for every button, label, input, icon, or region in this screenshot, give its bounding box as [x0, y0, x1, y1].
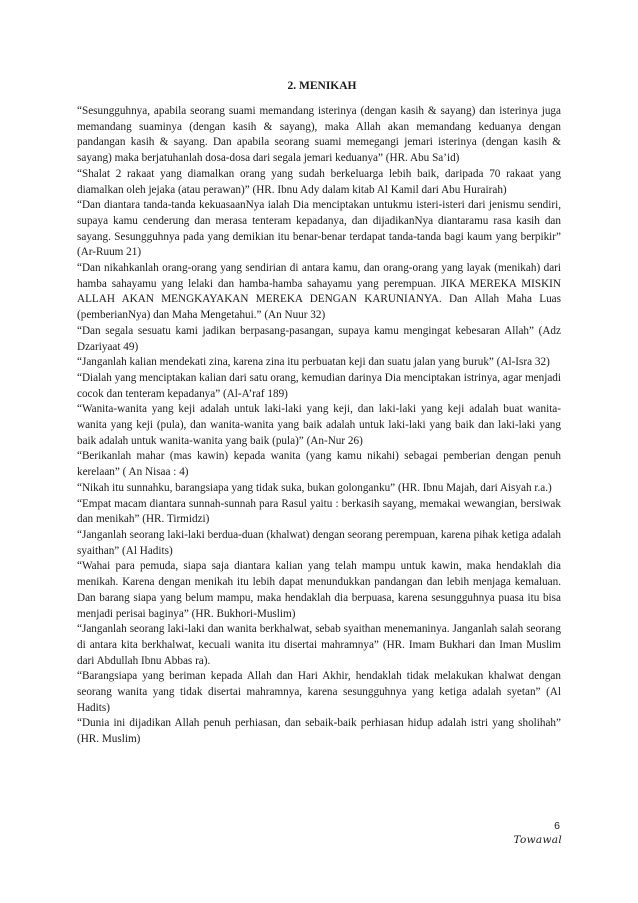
document-page: [77, 79, 561, 748]
quote-paragraph: “Barangsiapa yang beriman kepada Allah dan Hari Akhir, hendaklah tidak melakukan khalwat dengan seorang wanita yang tidak disertai mahramnya, karena sesungguhnya yang ketiga adalah syetan” (Al Hadits): [77, 670, 561, 714]
author-signature: Towawal: [513, 834, 562, 846]
quote-paragraph: “Dan segala sesuatu kami jadikan berpasang-pasangan, supaya kamu mengingat kebesaran Allah” (Adz Dzariyaat 49): [77, 324, 561, 353]
quote-list: [77, 104, 561, 748]
page-number: 6: [554, 820, 560, 832]
quote-paragraph: “Dan nikahkanlah orang-orang yang sendirian di antara kamu, dan orang-orang yang layak (menikah) dari hamba sahayamu yang lelaki dan hamba-hamba sahayamu yang perempuan. JIKA MEREKA MISKIN ALLAH AKAN MENGKAYAKAN MEREKA DENGAN KARUNIANYA. Dan Allah Maha Luas (pemberianNya) dan Maha Mengetahui.” (An Nuur 32): [77, 262, 561, 322]
quote-paragraph: “Empat macam diantara sunnah-sunnah para Rasul yaitu : berkasih sayang, memakai wewangian, bersiwak dan menikah” (HR. Tirmidzi): [77, 497, 561, 526]
quote-paragraph: “Sesungguhnya, apabila seorang suami memandang isterinya (dengan kasih & sayang) dan isterinya juga memandang suaminya (dengan kasih & sayang), maka Allah akan memandang keduanya dengan pandangan kasih & sayang. Dan apabila seorang suami memegangi jemari isterinya (dengan kasih & sayang) maka berjatuhanlah dosa-dosa dari segala jemari keduanya” (HR. Abu Sa’id): [77, 105, 561, 165]
quote-paragraph: “Dialah yang menciptakan kalian dari satu orang, kemudian darinya Dia menciptakan istrinya, agar menjadi cocok dan tenteram kepadanya” (Al-A’raf 189): [77, 371, 561, 400]
quote-paragraph: “Dunia ini dijadikan Allah penuh perhiasan, dan sebaik-baik perhiasan hidup adalah istri yang sholihah” (HR. Muslim): [77, 717, 561, 746]
quote-paragraph: “Wahai para pemuda, siapa saja diantara kalian yang telah mampu untuk kawin, maka hendaklah dia menikah. Karena dengan menikah itu lebih dapat menundukkan pandangan dan lebih menjaga kemaluan. Dan barang siapa yang belum mampu, maka hendaklah dia berpuasa, karena sesungguhnya puasa itu bisa menjadi perisai baginya” (HR. Bukhori-Muslim): [77, 560, 561, 620]
quote-paragraph: “Berikanlah mahar (mas kawin) kepada wanita (yang kamu nikahi) sebagai pemberian dengan penuh kerelaan” ( An Nisaa : 4): [77, 450, 561, 479]
quote-paragraph: “Wanita-wanita yang keji adalah untuk laki-laki yang keji, dan laki-laki yang keji adalah buat wanita-wanita yang keji (pula), dan wanita-wanita yang baik adalah untuk laki-laki yang baik dan laki-laki yang baik adalah untuk wanita-wanita yang baik (pula)” (An-Nur 26): [77, 403, 561, 447]
quote-paragraph: “Nikah itu sunnahku, barangsiapa yang tidak suka, bukan golonganku” (HR. Ibnu Majah, dari Aisyah r.a.): [77, 481, 552, 494]
quote-paragraph: “Janganlah seorang laki-laki berdua-duan (khalwat) dengan seorang perempuan, karena pihak ketiga adalah syaithan” (Al Hadits): [77, 528, 561, 557]
section-title: 2. MENIKAH: [287, 80, 357, 92]
quote-paragraph: “Janganlah kalian mendekati zina, karena zina itu perbuatan keji dan suatu jalan yang buruk” (Al-Isra 32): [77, 356, 550, 369]
quote-paragraph: “Janganlah seorang laki-laki dan wanita berkhalwat, sebab syaithan menemaninya. Janganlah salah seorang di antara kita berkhalwat, kecuali wanita itu disertai mahramnya” (HR. Imam Bukhari dan Iman Muslim dari Abdullah Ibnu Abbas ra).: [77, 623, 561, 667]
quote-paragraph: “Shalat 2 rakaat yang diamalkan orang yang sudah berkeluarga lebih baik, daripada 70 rakaat yang diamalkan oleh jejaka (atau perawan)” (HR. Ibnu Ady dalam kitab Al Kamil dari Abu Hurairah): [77, 167, 561, 196]
quote-paragraph: “Dan diantara tanda-tanda kekuasaanNya ialah Dia menciptakan untukmu isteri-isteri dari jenismu sendiri, supaya kamu cenderung dan merasa tenteram kepadanya, dan dijadikanNya diantaramu rasa kasih dan sayang. Sesungguhnya pada yang demikian itu benar-benar terdapat tanda-tanda bagi kaum yang berpikir” (Ar-Ruum 21): [77, 199, 561, 259]
